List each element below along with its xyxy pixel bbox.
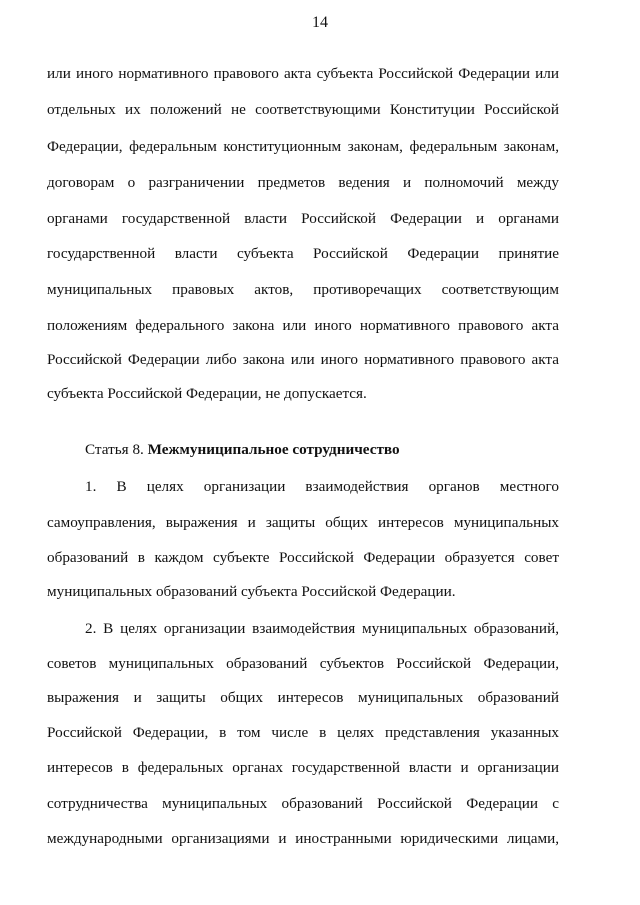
text-line: или иного нормативного правового акта субъекта Российской Федерации или: [47, 65, 559, 82]
text-line: образований в каждом субъекте Российской Федерации образуется совет: [47, 549, 559, 566]
text-line: государственной власти субъекта Российской Федерации принятие: [47, 245, 559, 262]
text-line: Российской Федерации либо закона или иного нормативного правового акта: [47, 351, 559, 368]
text-line: Российской Федерации, в том числе в целях представления указанных: [47, 724, 559, 741]
text-line: 2. В целях организации взаимодействия муниципальных образований,: [85, 620, 559, 637]
text-line: отдельных их положений не соответствующими Конституции Российской: [47, 101, 559, 118]
text-line: сотрудничества муниципальных образований Российской Федерации с: [47, 795, 559, 812]
article-heading: [85, 440, 559, 460]
article-number: Статья 8.: [85, 441, 144, 458]
text-line: самоуправления, выражения и защиты общих интересов муниципальных: [47, 514, 559, 531]
page-number: 14: [312, 14, 328, 31]
text-line: субъекта Российской Федерации, не допускается.: [47, 385, 367, 402]
text-line: Федерации, федеральным конституционным законам, федеральным законам,: [47, 138, 559, 155]
text-line: муниципальных образований субъекта Российской Федерации.: [47, 583, 456, 600]
text-line: 1. В целях организации взаимодействия органов местного: [85, 478, 559, 495]
text-line: интересов в федеральных органах государственной власти и организации: [47, 759, 559, 776]
text-line: муниципальных правовых актов, противоречащих соответствующим: [47, 281, 559, 298]
text-line: договорам о разграничении предметов ведения и полномочий между: [47, 174, 559, 191]
text-line: положениям федерального закона или иного нормативного правового акта: [47, 317, 559, 334]
text-line: советов муниципальных образований субъектов Российской Федерации,: [47, 655, 559, 672]
article-title: Межмуниципальное сотрудничество: [147, 441, 400, 458]
text-line: органами государственной власти Российской Федерации и органами: [47, 210, 559, 227]
text-line: выражения и защиты общих интересов муниципальных образований: [47, 689, 559, 706]
text-line: международными организациями и иностранными юридическими лицами,: [47, 830, 559, 847]
